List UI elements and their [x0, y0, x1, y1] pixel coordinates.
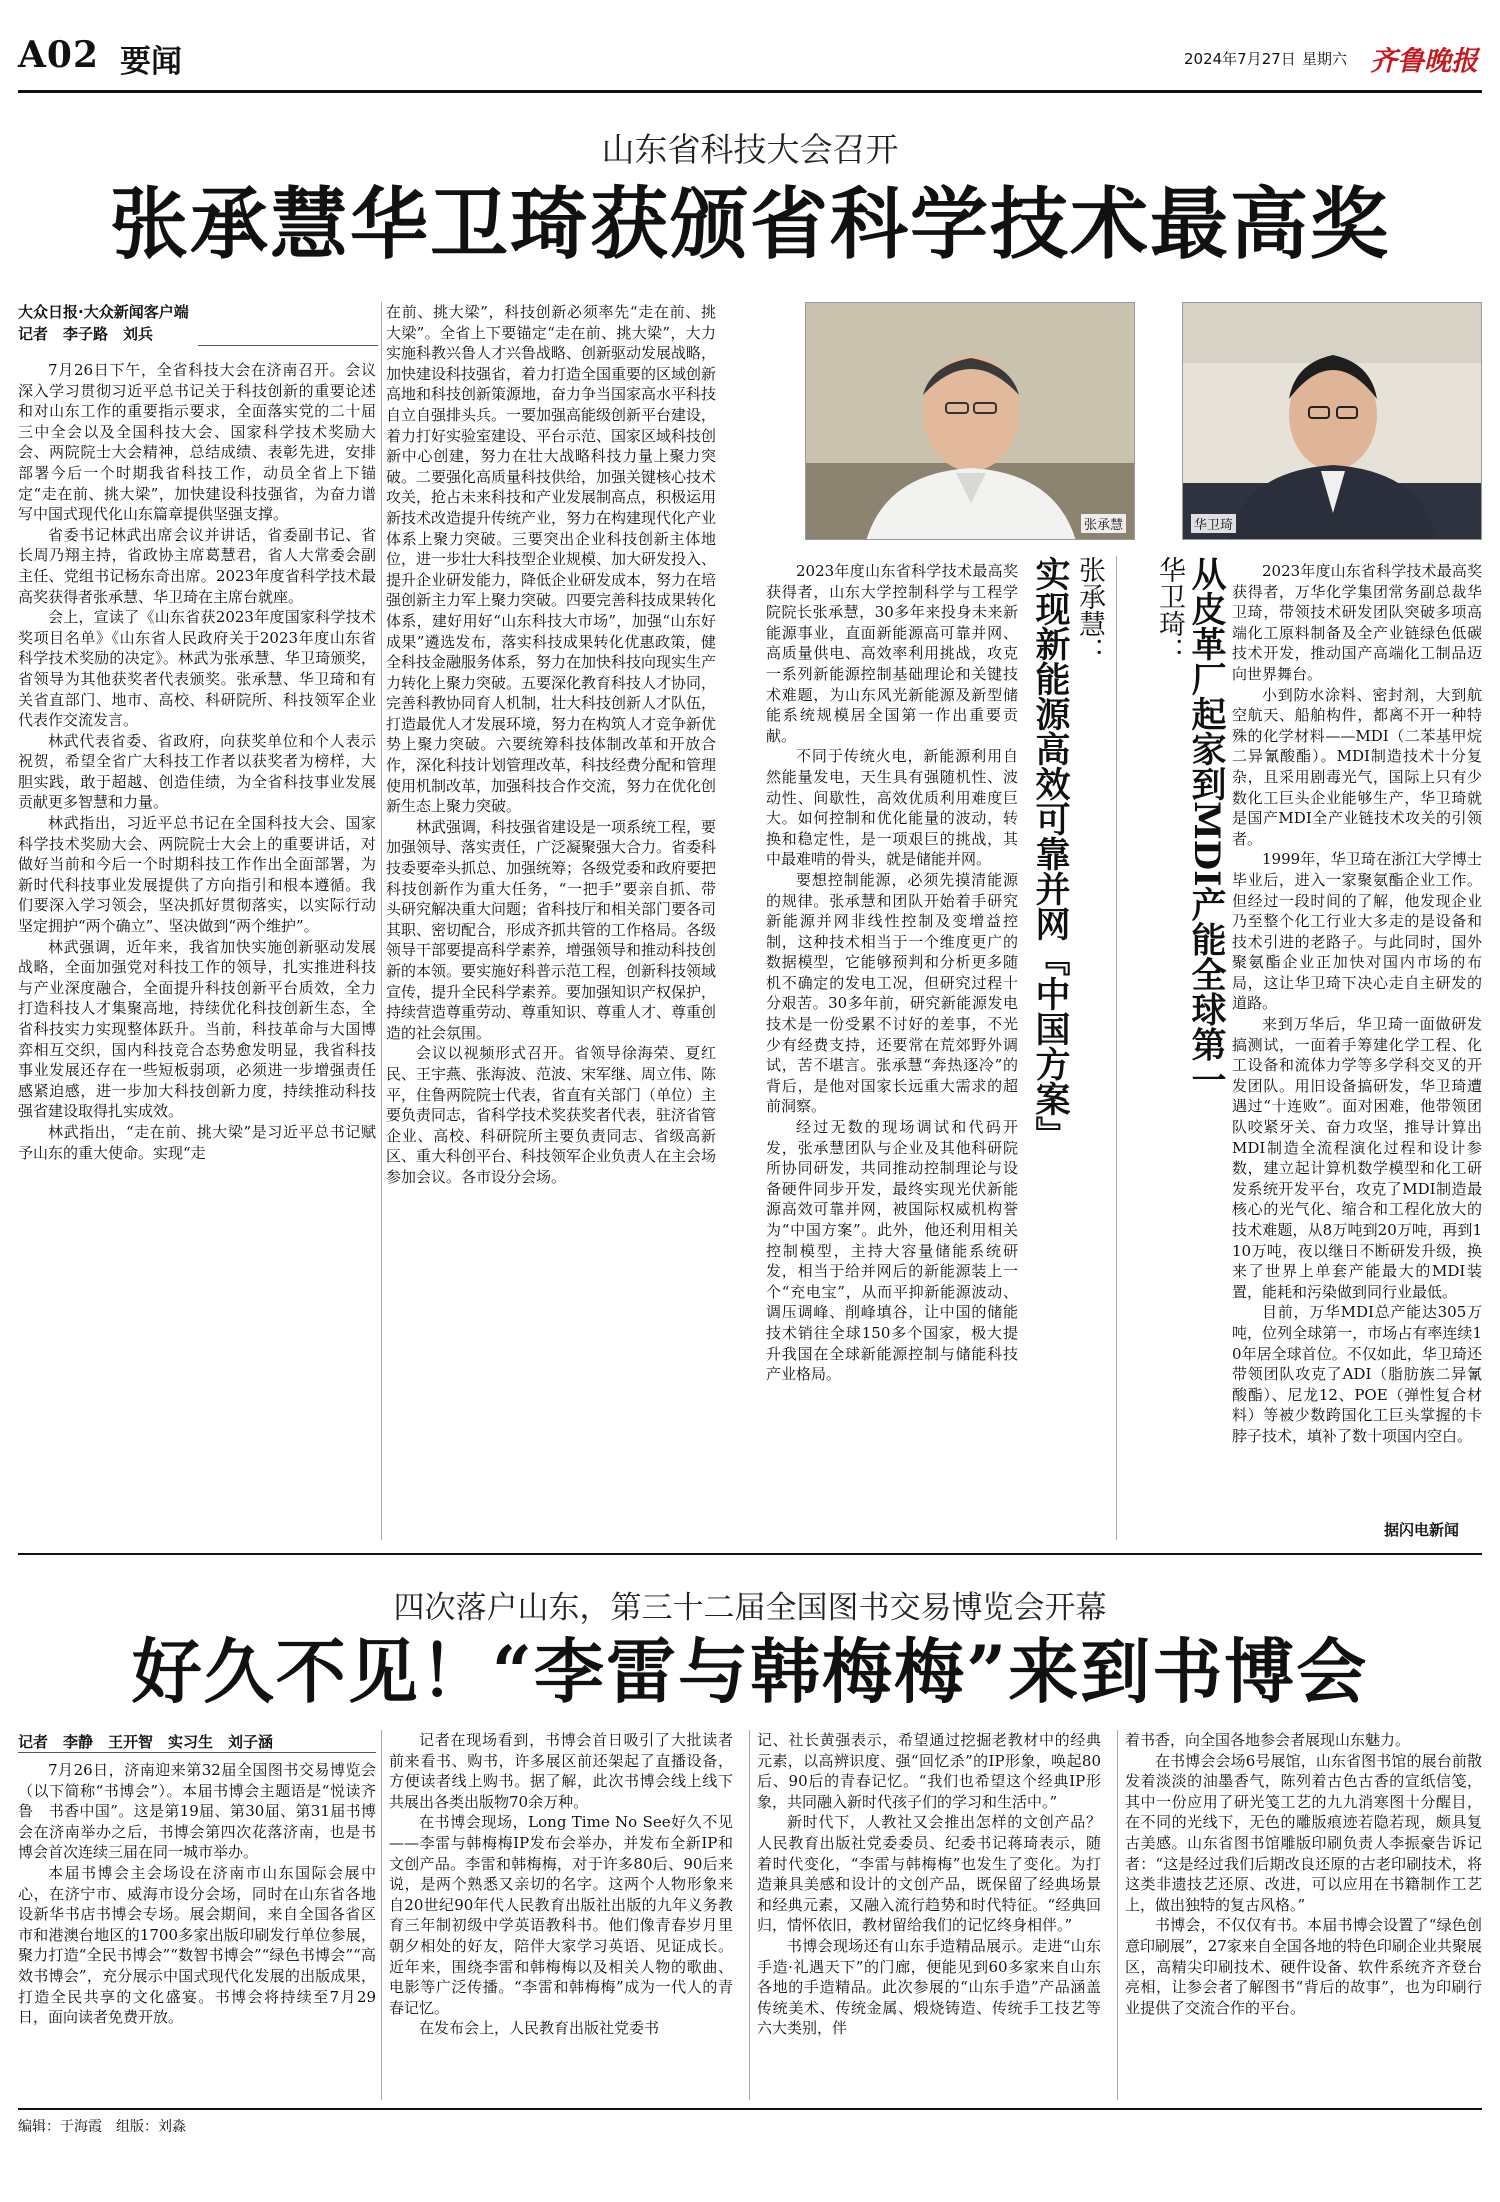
paragraph: 着书香，向全国各地参会者展现山东魅力。 [1125, 1731, 1411, 1749]
article1-kicker: 山东省科技大会召开 [601, 130, 899, 169]
article1-source: 大众日报·大众新闻客户端 [18, 303, 189, 321]
portrait-illustration [806, 303, 1135, 540]
profile1-name: 张承慧： [1074, 556, 1105, 664]
paragraph: 不同于传统火电，新能源利用自然能量发电，天生具有强随机性、波动性、间歇性，高效优质利用难度巨大。如何控制和优化能量的波动，转换和稳定性，是一项艰巨的挑战，其中最难啃的骨头，就是储能并网。 [766, 747, 1018, 869]
column-divider [1117, 1730, 1118, 2100]
paragraph: 1999年，华卫琦在浙江大学博士毕业后，进入一家聚氨酯企业工作。但经过一段时间的了解，他发现企业乃至整个化工行业大多走的是设备和技术引进的老路子。与此同时，国外聚氨酯企业正加快对国内市场的布局，这让华卫琦下决心走自主研发的道路。 [1232, 850, 1482, 1013]
section-divider [18, 1553, 1482, 1555]
paragraph: 要想控制能源，必须先摸清能源的规律。张承慧和团队开始着手研究新能源并网非线性控制及变增益控制，这种技术相当于一个维度更广的数据模型，它能够预判和分析更多随机不确定的发电工况，但研究过程十分艰苦。30多年前，研究新能源发电技术是一份受累不讨好的差事，不光少有经费支持，还要常在荒郊野外调试，苦不堪言。张承慧“奔热逐冷”的背后，是他对国家长远重大需求的超前洞察。 [766, 870, 1018, 1116]
paragraph: 小到防水涂料、密封剂，大到航空航天、船舶构件，都离不开一种特殊的化学材料——MDI（二苯基甲烷二异氰酸酯）。MDI制造技术十分复杂，且采用剧毒光气，国际上只有少数化工巨头企业能够生产，华卫琦就是国产MDI全产业链技术攻关的引领者。 [1232, 685, 1482, 848]
article2-kicker: 四次落户山东，第三十二届全国图书交易博览会开幕 [393, 1590, 1107, 1626]
profile1-title: 实现新能源高效可靠并网『中国方案』 [1030, 556, 1071, 1151]
column-divider [381, 1730, 382, 2100]
article1-byline: 记者 李子路 刘兵 [18, 325, 154, 343]
paragraph: 记、社长黄强表示，希望通过挖掘老教材中的经典元素，以高辨识度、强“回忆杀”的IP形象，唤起80后、90后的青春记忆。“我们也希望这个经典IP形象，共同融入新时代孩子们的学习和生活中。” [757, 1731, 1101, 1811]
paragraph: 来到万华后，华卫琦一面做研发搞测试，一面着手筹建化学工程、化工设备和流体力学等多学科交叉的开发团队。用旧设备搞研发，华卫琦遭遇过“十连败”。面对困难，他带领团队咬紧牙关、奋力攻坚，推导计算出MDI制造全流程演化过程和设计参数，建立起计算机数学模型和化工研发系统开发平台，攻克了MDI制造最核心的光气化、缩合和工程化放大的技术难题，从8万吨到20万吨，再到110万吨，夜以继日不断研发升级，换来了世界上单套产能最大的MDI装置，能耗和污染做到同行业最低。 [1232, 1015, 1482, 1301]
footer-rule [18, 2108, 1482, 2110]
paragraph: 林武指出，“走在前、挑大梁”是习近平总书记赋予山东的重大使命。实现“走 [18, 1122, 376, 1162]
hua-weiqi-photo [1182, 302, 1482, 540]
page-header [18, 34, 1482, 90]
profile2-body [1232, 561, 1482, 1521]
paragraph: 省委书记林武出席会议并讲话，省委副书记、省长周乃翔主持，省政协主席葛慧君，省人大常委会副主任、党组书记杨东奇出席。2023年度省科学技术最高奖获得者张承慧、华卫琦在主席台就座。 [18, 525, 376, 606]
article2-column-1 [18, 1760, 376, 2100]
paragraph: 2023年度山东省科学技术最高奖获得者，万华化学集团常务副总裁华卫琦，带领技术研发团队突破多项高端化工原料制备及全产业链绿色低碳技术开发，推动国产高端化工制品迈向世界舞台。 [1232, 562, 1482, 683]
photo-caption: 华卫琦 [1191, 514, 1236, 533]
column-divider [749, 1730, 750, 2100]
paragraph: 目前，万华MDI总产能达305万吨，位列全球第一，市场占有率连续10年居全球首位。不仅如此，华卫琦还带领团队攻克了ADI（脂肪族二异氰酸酯）、尼龙12、POE（弹性复合材料）等被少数跨国化工巨头掌握的卡脖子技术，填补了数十项国内空白。 [1232, 1303, 1482, 1445]
paragraph: 7月26日下午，全省科技大会在济南召开。会议深入学习贯彻习近平总书记关于科技创新的重要论述和对山东工作的重要指示要求，全面落实党的二十届三中全会以及全国科技大会、国家科学技术奖励大会、两院院士大会精神，总结成绩、表彰先进，安排部署今后一个时期我省科技工作，动员全省上下锚定“走在前、挑大梁”，加快建设科技强省，为奋力谱写中国式现代化山东篇章提供坚强支撑。 [18, 361, 376, 524]
paragraph: 林武强调，科技强省建设是一项系统工程，要加强领导、落实责任，广泛凝聚强大合力。省委科技委要牵头抓总、加强统筹；各级党委和政府要把科技创新作为重大任务，“一把手”要亲自抓、带头研究解决重大问题；省科技厅和相关部门要各司其职、密切配合，形成齐抓共管的工作格局。各级领导干部要提高科学素养，增强领导和推动科技创新的本领。要实施好科普示范工程，创新科技领域宣传，提升全民科学素养。要加强知识产权保护，持续营造尊重劳动、尊重知识、尊重人才、尊重创造的社会氛围。 [386, 817, 716, 1042]
issue-date: 2024年7月27日 [1184, 50, 1296, 68]
paragraph: 记者在现场看到，书博会首日吸引了大批读者前来看书、购书，许多展区前还架起了直播设备，方便读者线上购书。据了解，此次书博会线上线下共展出各类出版物70余万种。 [389, 1731, 733, 1811]
paragraph: 在发布会上，人民教育出版社党委书 [419, 2019, 660, 2038]
zhang-chenghui-photo [805, 302, 1135, 540]
paragraph: 本届书博会主会场设在济南市山东国际会展中心，在济宁市、威海市设分会场，同时在山东省各地设新华书店书博会专场。展会期间，来自全国各省区市和港澳台地区的1700多家出版印刷发行单位参展，聚力打造“全民书博会”“数智书博会”“绿色书博会”“高效书博会”，充分展示中国式现代化发展的出版成果，打造全民共享的文化盛宴。书博会将持续至7月29日，面向读者免费开放。 [18, 1863, 376, 2027]
profile1-body [766, 561, 1018, 1541]
article1-column-2 [386, 302, 716, 1540]
paragraph: 会上，宣读了《山东省获2023年度国家科学技术奖项目名单》《山东省人民政府关于2023年度山东省科学技术奖励的决定》。林武为张承慧、华卫琦颁奖，省领导为其他获奖者代表颁奖。张承慧、华卫琦和有关省直部门、地市、高校、科研院所、科技领军企业代表作交流发言。 [18, 608, 376, 730]
article2-column-3 [757, 1730, 1101, 2102]
article1-column-1 [18, 360, 376, 1540]
article1-title: 张承慧华卫琦获颁省科学技术最高奖 [109, 179, 1390, 270]
photo-caption: 张承慧 [1081, 514, 1126, 533]
paragraph: 在前、挑大梁”，科技创新必须率先“走在前、挑大梁”。全省上下要锚定“走在前、挑大梁”，大力实施科教兴鲁人才兴鲁战略、创新驱动发展战略，加快建设科技强省，着力打造全国重要的区域创新高地和科技创新策源地，奋力争当国家高水平科技自立自强排头兵。一要加强高能级创新平台建设，着力打好实验室建设、平台示范、国家区域科技创新中心创建，努力在壮大战略科技力量上聚力突破。二要强化高质量科技供给，加强关键核心技术攻关，抢占未来科技和产业发展制高点，积极运用新技术改造提升传统产业，努力在构建现代化产业体系上聚力突破。三要突出企业科技创新主体地位，进一步壮大科技型企业规模、加大研发投入、提升企业研发能力，降低企业研发成本，努力在培强创新主力军上聚力突破。四要完善科技成果转化体系，建好用好“山东科技大市场”，加强“山东好成果”遴选发布，落实科技成果转化优惠政策，健全科技金融服务体系，努力在加快科技向现实生产力转化上聚力突破。五要深化教育科技人才协同，完善科教协同育人机制，壮大科技创新人才队伍，打造最优人才发展环境，努力在构筑人才竞争新优势上聚力突破。六要统筹科技体制改革和开放合作，深化科技计划管理改革，科技经费分配和管理使用机制改革，加强科技合作交流，努力在优化创新生态上聚力突破。 [386, 303, 716, 816]
paragraph: 新时代下，人教社又会推出怎样的文创产品？人民教育出版社党委委员、纪委书记蒋琦表示，随着时代变化，“李雷与韩梅梅”也发生了变化。为打造兼具美感和设计的文创产品，既保留了经典场景和经典元素，又融入流行趋势和时代特征。“经典回归，情怀依旧，教材留给我们的记忆终身相伴。” [757, 1813, 1101, 1935]
paragraph: 林武强调，近年来，我省加快实施创新驱动发展战略，全面加强党对科技工作的领导，扎实推进科技与产业深度融合，全面提升科技创新平台质效，全力打造科技人才集聚高地，持续优化科技创新生态，全省科技实力实现整体跃升。当前，科技革命与大国博弈相互交织，国内科技竞合态势愈发明显，我省科技事业发展还存在一些短板弱项，必须进一步增强责任感紧迫感，进一步加大科技创新力度，持续推动科技强省建设取得扎实成效。 [18, 937, 376, 1121]
section-name: 要闻 [120, 44, 182, 80]
byline-rule [198, 345, 378, 346]
paragraph: 会议以视频形式召开。省领导徐海荣、夏红民、王宇燕、张海波、范波、宋军继、周立伟、陈平，住鲁两院院士代表，省直有关部门（单位）主要负责同志，省科学技术奖获奖者代表，驻济省管企业、高校、科研院所主要负责同志、省级高新区、重大科创平台、科技领军企业负责人在主会场参加会议。各市设分会场。 [386, 1044, 716, 1186]
paragraph: 书博会，不仅仅有书。本届书博会设置了“绿色创意印刷展”，27家来自全国各地的特色印刷企业共聚展区，高精尖印刷技术、硬件设备、软件系统齐齐登台亮相，让参会者了解图书“背后的故事”，也为印刷行业提供了交流合作的平台。 [1125, 1916, 1482, 2017]
article2-title: 好久不见！“李雷与韩梅梅”来到书博会 [131, 1630, 1369, 1713]
article2-byline: 记者 李静 王开智 实习生 刘子涵 [18, 1733, 274, 1751]
newspaper-logo: 齐鲁晚报 [1370, 46, 1478, 77]
paragraph: 2023年度山东省科学技术最高奖获得者，山东大学控制科学与工程学院院长张承慧，30多年来投身未来新能源事业，直面新能源高可靠并网、高质量供电、高效率利用挑战，攻克一系列新能源控制基础理论和关键技术难题，为山东风光新能源及新型储能系统规模居全国第一作出重要贡献。 [766, 562, 1018, 745]
profile2-title: 从皮革厂起家到MDI产能全球第一 [1186, 556, 1227, 1097]
header-rule [18, 90, 1482, 93]
byline-rule [18, 1752, 376, 1753]
paragraph: 7月26日，济南迎来第32届全国图书交易博览会（以下简称“书博会”）。本届书博会主题语是“悦读齐鲁 书香中国”。这是第19届、第30届、第31届书博会在济南举办之后，书博会第四次花落济南，也是书博会首次连续三届在同一城市举办。 [18, 1761, 376, 1862]
article2-column-2 [389, 1730, 733, 2102]
paragraph: 林武指出，习近平总书记在全国科技大会、国家科学技术奖励大会、两院院士大会上的重要讲话，对做好当前和今后一个时期科技工作作出全面部署，为新时代科技事业发展提供了方向指引和根本遵循。我们要深入学习领会，坚决抓好贯彻落实，以实际行动坚定拥护“两个确立”、坚决做到“两个维护”。 [18, 814, 376, 936]
paragraph: 经过无数的现场调试和代码开发，张承慧团队与企业及其他科研院所协同研发，共同推动控制理论与设备硬件同步开发，最终实现光伏新能源高效可靠并网，被国际权威机构誉为“中国方案”。此外，他还利用相关控制模型，主持大容量储能系统研发，相当于给并网后的新能源装上一个“充电宝”，从而平抑新能源波动、调压调峰、削峰填谷，让中国的储能技术销往全球150多个国家，极大提升我国在全球新能源控制与储能科技产业格局。 [766, 1118, 1018, 1384]
portrait-illustration [1183, 303, 1482, 540]
news-credit: 据闪电新闻 [1384, 1521, 1460, 1539]
page-code: A02 [18, 34, 100, 76]
paragraph: 书博会现场还有山东手造精品展示。走进“山东手造·礼遇天下”的门廊，便能见到60多家来自山东各地的手造精品。此次参展的“山东手造”产品涵盖传统美术、传统金属、煅烧铸造、传统手工技艺等六大类别，伴 [757, 1936, 1101, 2038]
article2-column-4 [1125, 1730, 1482, 2102]
profile2-name: 华卫琦： [1154, 556, 1185, 664]
column-divider [381, 302, 382, 1540]
paragraph: 林武代表省委、省政府，向获奖单位和个人表示祝贺，希望全省广大科技工作者以获奖者为榜样，大胆实践，敢于超越、创造佳绩，为全省科技事业发展贡献更多智慧和力量。 [18, 731, 376, 812]
paragraph: 在书博会会场6号展馆，山东省图书馆的展台前散发着淡淡的油墨香气，陈列着古色古香的宣纸信笺，其中一份应用了研光笺工艺的九九消寒图十分醒目，在不同的光线下，无色的雕版痕迹若隐若现，颇具复古美感。山东省图书馆雕版印刷负责人李振豪告诉记者：“这是经过我们后期改良还原的古老印刷技术，将这类非遗技艺还原、改进，可以应用在书籍制作工艺上，做出独特的复古风格。” [1125, 1751, 1482, 1914]
column-divider [1116, 556, 1117, 1540]
editor-credit: 编辑：于海霞 组版：刘淼 [18, 2119, 186, 2135]
issue-weekday: 星期六 [1302, 50, 1348, 68]
paragraph: 在书博会现场，Long Time No See好久不见——李雷与韩梅梅IP发布会举办，并发布全新IP和文创产品。李雷和韩梅梅，对于许多80后、90后来说，是两个熟悉又亲切的名字。这两个人物形象来自20世纪90年代人民教育出版社出版的九年义务教育三年制初级中学英语教科书。他们像青春岁月里朝夕相处的好友，陪伴大家学习英语、见证成长。近年来，围绕李雷和韩梅梅以及相关人物的歌曲、电影等广泛传播。“李雷和韩梅梅”成为一代人的青春记忆。 [389, 1813, 733, 2017]
